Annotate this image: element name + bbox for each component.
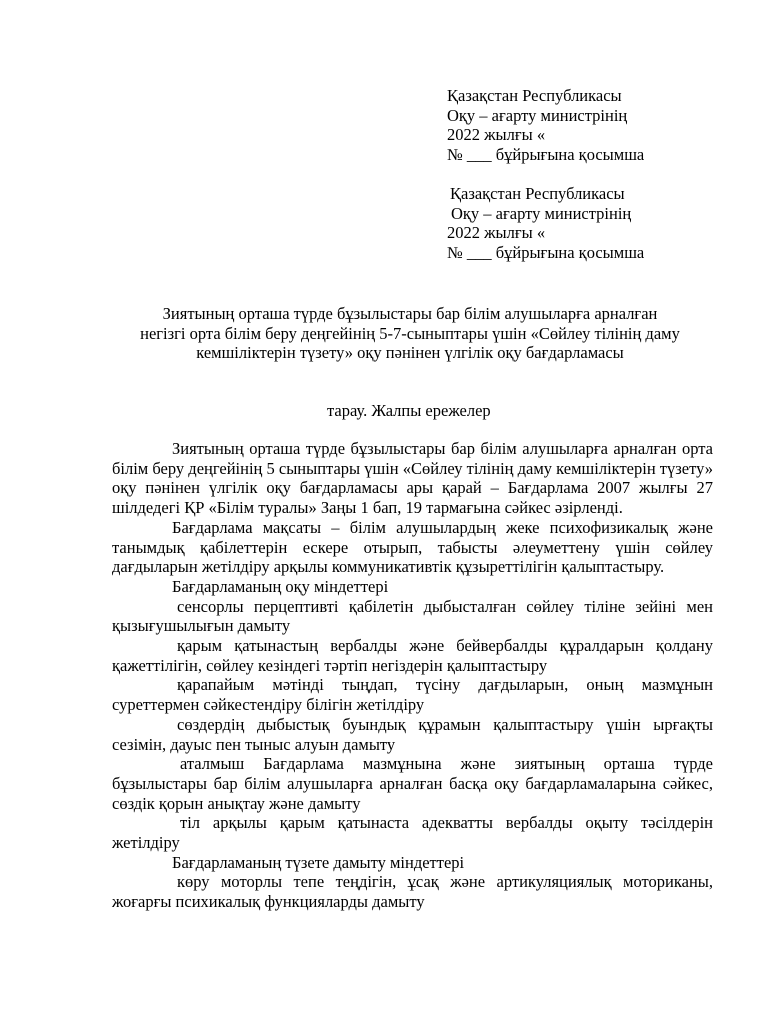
title-line: Зиятының орташа түрде бұзылыстары бар білім алушыларға арналған (162, 304, 658, 323)
document-body (112, 439, 713, 912)
header-line: 2022 жылғы « (447, 125, 546, 145)
chapter-heading-text: тарау. Жалпы ережелер (327, 401, 491, 420)
header-line: Қазақстан Республикасы (447, 86, 622, 105)
body-paragraph: көру моторлы тепе теңдігін, ұсақ және артикуляциялық моториканы, жоғарғы психикалық функцияларды дамыту (112, 872, 713, 912)
header-line: № ___ бұйрығына қосымша (447, 243, 645, 263)
body-paragraph: аталмыш Бағдарлама мазмұнына және зиятының орташа түрде бұзылыстары бар білім алушыларға арналған басқа оқу бағдарламаларына сәйкес, сөздік қорын анықтау және дамыту (112, 754, 713, 813)
body-paragraph: қарым қатынастың вербалды және бейвербалды құралдарын қолдану қажеттілігін, сөйлеу кезіндегі тәртіп негіздерін қалыптастыру (112, 636, 713, 675)
body-paragraph: сөздердің дыбыстық буындық құрамын қалыптастыру үшін ырғақты сезімін, дауыс пен тыныс алуын дамыту (112, 714, 713, 754)
header-attachment-note-1 (447, 86, 644, 165)
title-line: кемшіліктерін түзету» оқу пәнінен үлгілік оқу бағдарламасы (196, 343, 624, 363)
header-line: Оқу – ағарту министрінің (447, 105, 628, 125)
header-line: Оқу – ағарту министрінің (451, 203, 632, 223)
header-line: 2022 жылғы « (447, 223, 546, 243)
body-paragraph: тіл арқылы қарым қатынаста адекватты вербалды оқыту тәсілдерін жетілдіру (112, 813, 713, 853)
body-paragraph: Бағдарламаның түзете дамыту міндеттері (172, 852, 465, 872)
header-attachment-note-2 (447, 184, 644, 263)
body-paragraph: қарапайым мәтінді тыңдап, түсіну дағдыларын, оның мазмұнын суреттермен сәйкестендіру білігін жетілдіру (112, 675, 713, 715)
body-paragraph: Бағдарламаның оқу міндеттері (172, 576, 389, 596)
document-title (96, 304, 724, 363)
header-line: Қазақстан Республикасы (450, 184, 625, 203)
body-paragraph: Бағдарлама мақсаты – білім алушылардың жеке психофизикалық және танымдық қабілеттерін ескере отырып, табысты әлеуметтену үшін сөйлеу дағдыларын жетілдіру арқылы коммуникативтік құзыреттілігін қалыптастыру. (112, 517, 713, 577)
title-line: негізгі орта білім беру деңгейінің 5-7-сыныптары үшін «Сөйлеу тілінің даму (140, 323, 680, 343)
header-line: № ___ бұйрығына қосымша (447, 145, 645, 165)
body-paragraph: сенсорлы перцептивті қабілетін дыбысталған сөйлеу тіліне зейіні мен қызығушылығын дамыту (112, 596, 713, 636)
body-paragraph: Зиятының орташа түрде бұзылыстары бар білім алушыларға арналған орта білім беру деңгейінің 5 сыныптары үшін «Сөйлеу тілінің даму кемшіліктерін түзету» оқу пәнінен үлгілік оқу бағдарламасы ары қарай – Бағдарлама 2007 жылғы 27 шілдедегі ҚР «Білім туралы» Заңы 1 бап, 19 тармағына сәйкес әзірленді. (112, 439, 713, 518)
